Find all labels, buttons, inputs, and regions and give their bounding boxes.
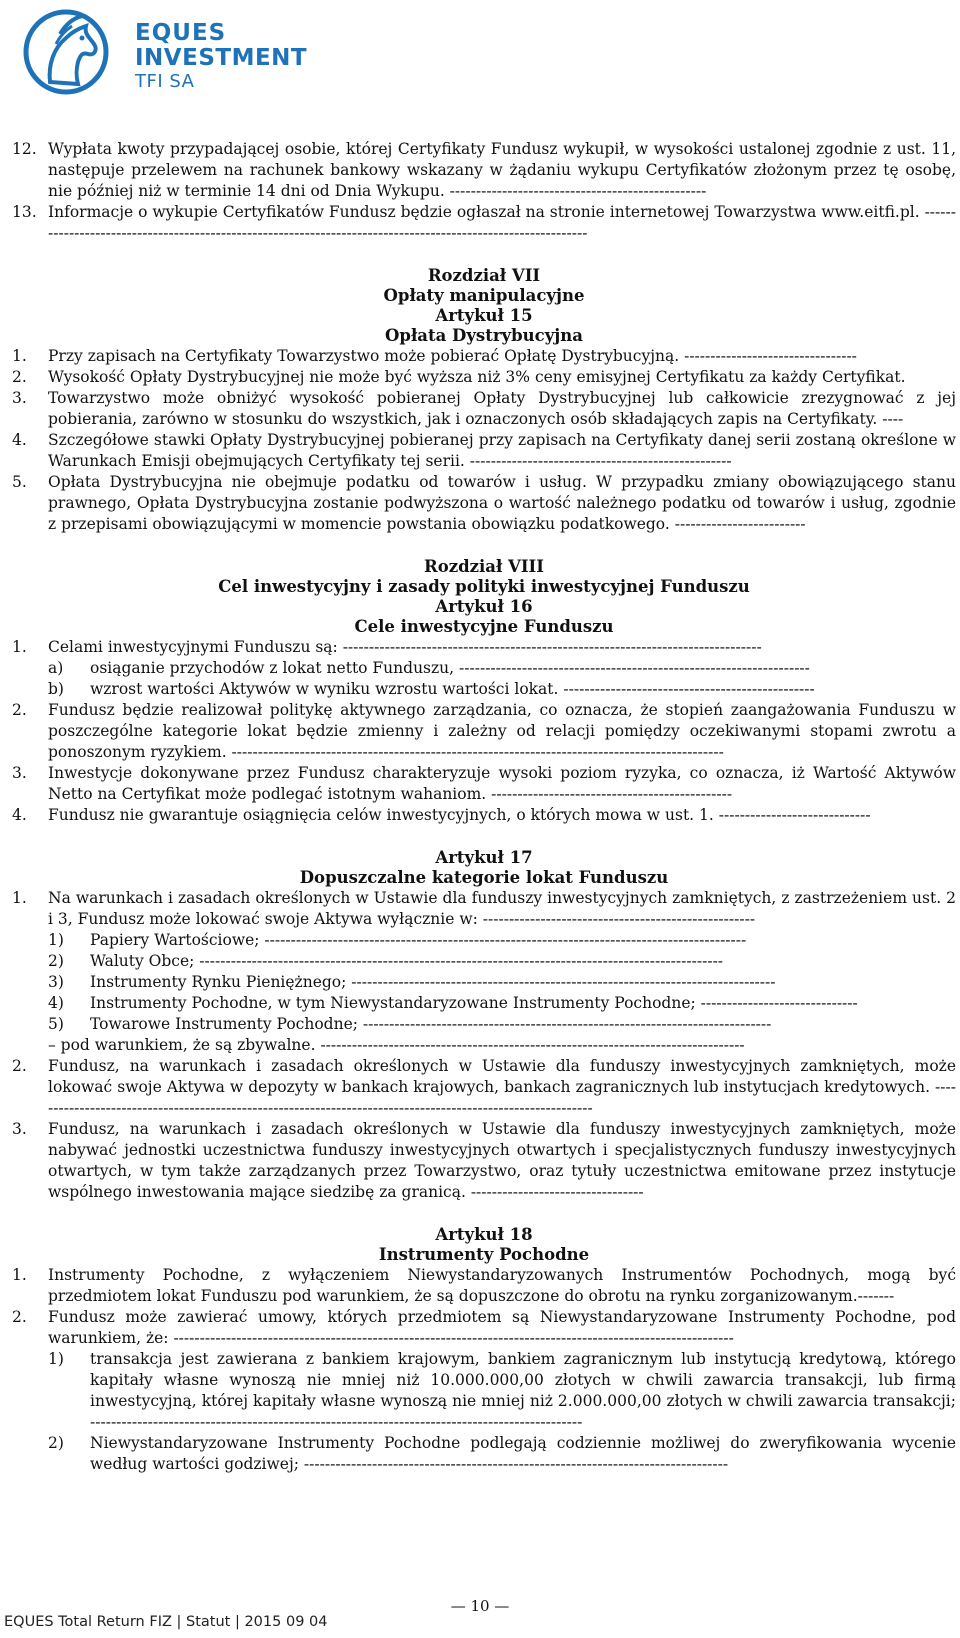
list-item: 5. Opłata Dystrybucyjna nie obejmuje podatku od towarów i usług. W przypadku zmiany obowiązującego stanu prawnego, Opłata Dystrybucyjna zostanie podwyższona o wartość należnego podatku od towarów i usług, zgodnie z przepisami obowiązującymi w momencie powstania obowiązku podatkowego. ------------------------- xyxy=(12,473,956,533)
list-item: 1. Na warunkach i zasadach określonych w Ustawie dla funduszy inwestycyjnych zamkniętych, z zastrzeżeniem ust. 2 i 3, Fundusz może lokować swoje Aktywa wyłącznie w: ---------------------------------------------------- xyxy=(12,889,956,928)
list-item: 3. Towarzystwo może obniżyć wysokość pobieranej Opłaty Dystrybucyjnej lub całkowicie zrezygnować z jej pobierania, zarówno w stosunku do wszystkich, jak i oznaczonych osób składających zapis na Certyfikaty. ---- xyxy=(12,389,956,428)
document-body xyxy=(12,139,956,1475)
list-item: 1. Instrumenty Pochodne, z wyłączeniem Niewystandaryzowanych Instrumentów Pochodnych, mogą być przedmiotem lokat Funduszu pod warunkiem, że są dopuszczone do obrotu na rynku zorganizowanym.------- xyxy=(12,1266,956,1305)
spacer xyxy=(12,826,956,848)
list-item: 3. Fundusz, na warunkach i zasadach określonych w Ustawie dla funduszy inwestycyjnych zamkniętych, może nabywać jednostki uczestnictwa funduszy inwestycyjnych otwartych i specjalistycznych funduszy inwestycyjnych otwartych, w tym także zarządzanych przez Towarzystwo, oraz tytuły uczestnictwa emitowane przez instytucje wspólnego inwestowania mające siedzibę za granicą. --------------------------------- xyxy=(12,1120,956,1201)
list-item: 3. Inwestycje dokonywane przez Fundusz charakteryzuje wysoki poziom ryzyka, co oznacza, iż Wartość Aktywów Netto na Certyfikat może podlegać istotnym wahaniom. ---------------------------------------------- xyxy=(12,764,956,803)
continuation-line: – pod warunkiem, że są zbywalne. --------------------------------------------------------------------------------- xyxy=(48,1036,745,1054)
list-item: 2. Fundusz, na warunkach i zasadach określonych w Ustawie dla funduszy inwestycyjnych zamkniętych, może lokować swoje Aktywa w depozyty w bankach krajowych, bankach zagranicznych lub instytucjach kredytowych. ------------------------------------------------------------------------------------------------------------ xyxy=(12,1057,956,1117)
sub-list-item: 4) Instrumenty Pochodne, w tym Niewystandaryzowane Instrumenty Pochodne; ------------------------------ xyxy=(48,994,858,1012)
sub-list-item: 2) Waluty Obce; ---------------------------------------------------------------------------------------------------- xyxy=(48,952,724,970)
sub-list-item: 1) Papiery Wartościowe; -------------------------------------------------------------------------------------------- xyxy=(48,931,747,949)
list-item: 1. Przy zapisach na Certyfikaty Towarzystwo może pobierać Opłatę Dystrybucyjną. --------------------------------- xyxy=(12,347,857,365)
chapter-8-heading: Rozdział VIII Cel inwestycyjny i zasady polityki inwestycyjnej Funduszu Artykuł 16 Cele inwestycyjne Funduszu xyxy=(218,557,750,636)
paragraph: 13. Informacje o wykupie Certyfikatów Fundusz będzie ogłaszał na stronie internetowej Towarzystwa www.eitfi.pl. ------------------------------------------------------------------------------------------------------------- xyxy=(12,203,956,242)
list-item: 2. Wysokość Opłaty Dystrybucyjnej nie może być wyższa niż 3% ceny emisyjnej Certyfikatu za każdy Certyfikat. xyxy=(12,368,906,386)
sub-list-item: b) wzrost wartości Aktywów w wyniku wzrostu wartości lokat. ------------------------------------------------ xyxy=(48,680,815,698)
chapter-7-heading: Rozdział VII Opłaty manipulacyjne Artykuł 15 Opłata Dystrybucyjna xyxy=(383,266,585,345)
list-item: 2. Fundusz może zawierać umowy, których przedmiotem są Niewystandaryzowane Instrumenty Pochodne, pod warunkiem, że: ----------------------------------------------------------------------------------------------------------- xyxy=(12,1308,956,1347)
sub-list-item: 1) transakcja jest zawierana z bankiem krajowym, bankiem zagranicznym lub instytucją kredytową, którego kapitały własne wynoszą nie mniej niż 10.000.000,00 złotych w chwili zawarcia transakcji, lub firmą inwestycyjną, której kapitały własne wynoszą nie mniej niż 2.000.000,00 złotych w chwili zawarcia transakcji; ---------------------------------------------------------------------------------------------- xyxy=(48,1350,956,1431)
list-item: 4. Fundusz nie gwarantuje osiągnięcia celów inwestycyjnych, o których mowa w ust. 1. ----------------------------- xyxy=(12,806,871,824)
page-footer: EQUES Total Return FIZ | Statut | 2015 09 04 xyxy=(4,1614,328,1630)
horse-head-icon xyxy=(20,4,120,96)
sub-list-item: 3) Instrumenty Rynku Pieniężnego; --------------------------------------------------------------------------------- xyxy=(48,973,776,991)
sub-list-item: 2) Niewystandaryzowane Instrumenty Pochodne podlegają codziennie możliwej do zweryfikowania wycenie według wartości godziwej; --------------------------------------------------------------------------------- xyxy=(48,1434,956,1473)
article-18-heading: Artykuł 18 Instrumenty Pochodne xyxy=(378,1225,590,1264)
sub-list-item: 5) Towarowe Instrumenty Pochodne; ------------------------------------------------------------------------------ xyxy=(48,1015,772,1033)
spacer xyxy=(12,1203,956,1225)
page-number: — 10 — xyxy=(450,1597,510,1615)
spacer xyxy=(12,244,956,266)
article-17-heading: Artykuł 17 Dopuszczalne kategorie lokat Funduszu xyxy=(299,848,669,887)
list-item: 2. Fundusz będzie realizował politykę aktywnego zarządzania, co oznacza, że stopień zaangażowania Funduszu w poszczególne kategorie lokat będzie zmienny i zależny od relacji pomiędzy oczekiwanymi stopami zwrotu a ponoszonym ryzykiem. ---------------------------------------------------------------------------------------------- xyxy=(12,701,956,761)
spacer xyxy=(12,535,956,557)
sub-list-item: a) osiąganie przychodów z lokat netto Funduszu, ------------------------------------------------------------------- xyxy=(48,659,810,677)
paragraph: 12. Wypłata kwoty przypadającej osobie, której Certyfikaty Fundusz wykupił, w wysokości ustalonej zgodnie z ust. 11, następuje przelewem na rachunek bankowy wskazany w żądaniu wykupu Certyfikatów złożonym przez tę osobę, nie później niż w terminie 14 dni od Dnia Wykupu. ------------------------------------------------- xyxy=(12,140,956,200)
company-logo xyxy=(20,4,308,96)
list-item: 4. Szczegółowe stawki Opłaty Dystrybucyjnej pobieranej przy zapisach na Certyfikaty danej serii zostaną określone w Warunkach Emisji obejmujących Certyfikaty tej serii. -------------------------------------------------- xyxy=(12,431,956,470)
logo-wordmark: EQUES INVESTMENT TFI SA xyxy=(135,20,308,92)
list-item: 1. Celami inwestycyjnymi Funduszu są: -------------------------------------------------------------------------------- xyxy=(12,638,762,656)
